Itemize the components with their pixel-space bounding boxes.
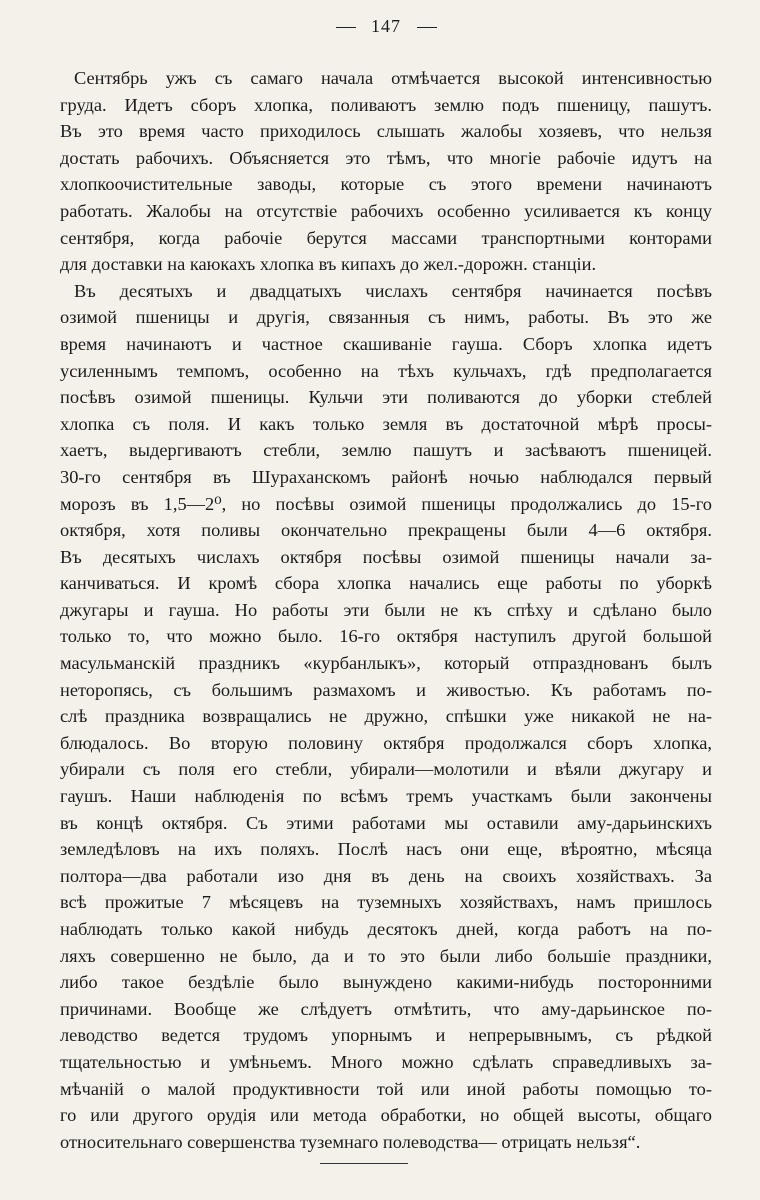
text-line: только то, что можно было. 16-го октября наступилъ другой большой: [60, 626, 712, 647]
text-line: морозъ въ 1,5—2⁰, но посѣвы озимой пшеницы продолжались до 15-го: [60, 493, 712, 514]
text-line: ляхъ совершенно не было, да и то это были либо большіе праздники,: [60, 945, 712, 966]
header-dash-left: [336, 27, 356, 28]
text-line: въ концѣ октября. Съ этими работами мы оставили аму-дарьинскихъ: [60, 812, 712, 833]
text-line: хаетъ, выдергиваютъ стебли, землю пашутъ и засѣваютъ пшеницей.: [60, 440, 712, 461]
text-line: 30-го сентября въ Шураханскомъ районѣ ночью наблюдался первый: [60, 466, 712, 487]
text-line: земледѣловъ на ихъ поляхъ. Послѣ насъ они еще, вѣроятно, мѣсяца: [60, 839, 712, 860]
page-header: [60, 16, 712, 37]
text-line: наблюдать только какой нибудь десятокъ дней, когда работъ на по-: [60, 919, 712, 939]
paragraph: [60, 278, 712, 1156]
text-line: Въ десятыхъ числахъ октября посѣвы озимой пшеницы начали за-: [60, 546, 712, 567]
text-line: относительнаго совершенства туземнаго полеводства— отрицать нельзя“.: [60, 1131, 641, 1152]
footer-rule: [320, 1163, 408, 1164]
text-line: блюдалось. Во вторую половину октября продолжался сборъ хлопка,: [60, 732, 712, 753]
text-line: посѣвъ озимой пшеницы. Кульчи эти поливаются до уборки стеблей: [60, 387, 712, 408]
text-line: мѣчаній о малой продуктивности той или иной работы помощью то-: [60, 1078, 712, 1099]
text-line: усиленнымъ темпомъ, особенно на тѣхъ кульчахъ, гдѣ предполагается: [60, 360, 712, 381]
text-line: слѣ праздника возвращались не дружно, спѣшки уже никакой не на-: [60, 706, 712, 727]
text-line: хлопка съ поля. И какъ только земля въ достаточной мѣрѣ просы-: [60, 413, 712, 434]
text-line: Въ это время часто приходилось слышать жалобы хозяевъ, что нельзя: [60, 121, 712, 142]
text-line: для доставки на каюкахъ хлопка въ кипахъ до жел.-дорожн. станціи.: [60, 254, 597, 275]
text-line: леводство ведется трудомъ упорнымъ и непрерывнымъ, съ рѣдкой: [60, 1025, 712, 1046]
text-line: Сентябрь ужъ съ самаго начала отмѣчается высокой интенсивностью: [74, 68, 712, 88]
text-line: Въ десятыхъ и двадцатыхъ числахъ сентября начинается посѣвъ: [74, 280, 712, 301]
text-line: хлопкоочистительные заводы, которые съ этого времени начинаютъ: [60, 174, 712, 195]
text-line: полтора—два работали изо дня въ день на своихъ хозяйствахъ. За: [60, 865, 712, 886]
text-line: тщательностью и умѣньемъ. Много можно сдѣлать справедливыхъ за-: [60, 1051, 712, 1072]
text-line: достать рабочихъ. Объясняется это тѣмъ, что многіе рабочіе идутъ на: [60, 147, 712, 168]
text-line: груда. Идетъ сборъ хлопка, поливаютъ землю подъ пшеницу, пашутъ.: [60, 94, 712, 115]
page-number: 147: [371, 16, 401, 36]
text-line: время начинаютъ и частное скашиваніе гауша. Сборъ хлопка идетъ: [60, 333, 712, 354]
text-line: джугары и гауша. Но работы эти были не къ спѣху и сдѣлано было: [60, 599, 712, 620]
body-text: [60, 65, 712, 1155]
text-line: канчиваться. И кромѣ сбора хлопка начались еще работы по уборкѣ: [60, 573, 712, 594]
paragraph: [60, 65, 712, 278]
text-line: масульманскій праздникъ «курбанлыкъ», который отпразднованъ былъ: [60, 653, 712, 674]
text-line: сентября, когда рабочіе берутся массами транспортными конторами: [60, 227, 712, 248]
text-line: гаушъ. Наши наблюденія по всѣмъ тремъ участкамъ были закончены: [60, 786, 712, 807]
header-dash-right: [417, 27, 437, 28]
text-line: го или другого орудія или метода обработки, но общей высоты, общаго: [60, 1105, 712, 1126]
text-line: либо такое бездѣліе было вынуждено какими-нибудь посторонними: [60, 972, 712, 993]
text-line: октября, хотя поливы окончательно прекращены были 4—6 октября.: [60, 520, 712, 541]
text-line: неторопясь, съ большимъ размахомъ и живостью. Къ работамъ по-: [60, 679, 712, 700]
text-line: убирали съ поля его стебли, убирали—молотили и вѣяли джугару и: [60, 759, 712, 780]
text-line: всѣ прожитые 7 мѣсяцевъ на туземныхъ хозяйствахъ, намъ пришлось: [60, 892, 712, 913]
text-line: работать. Жалобы на отсутствіе рабочихъ особенно усиливается къ концу: [60, 200, 712, 221]
text-line: озимой пшеницы и другія, связанныя съ нимъ, работы. Въ это же: [60, 307, 712, 328]
text-line: причинами. Вообще же слѣдуетъ отмѣтить, что аму-дарьинское по-: [60, 998, 712, 1019]
